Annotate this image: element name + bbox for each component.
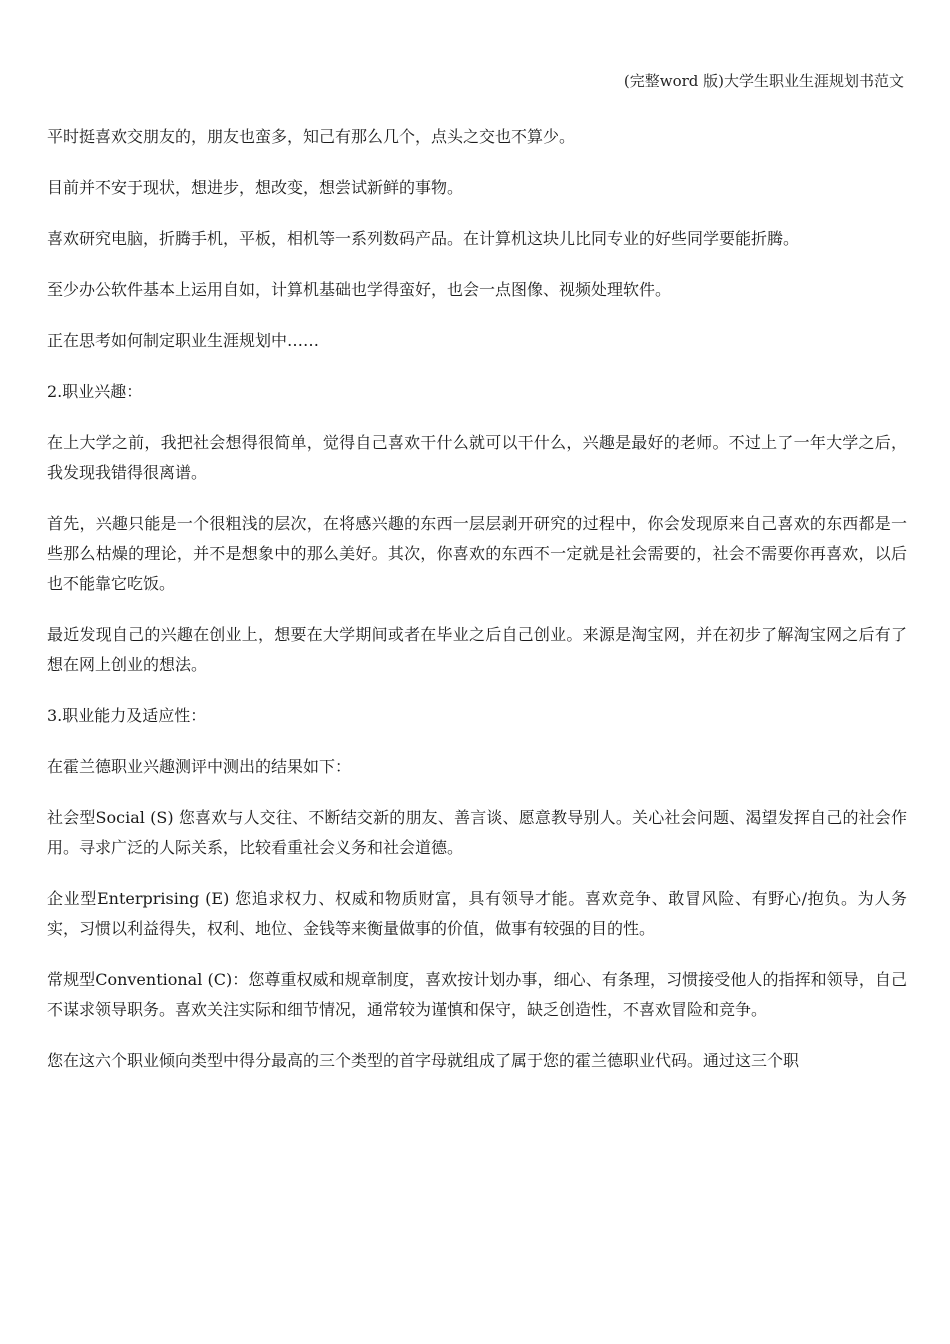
paragraph-ambition: 目前并不安于现状，想进步，想改变，想尝试新鲜的事物。 [47,178,464,197]
paragraph-entrepreneurship: 最近发现自己的兴趣在创业上，想要在大学期间或者在毕业之后自己创业。来源是淘宝网，并在初步了解淘宝网之后有了想在网上创业的想法。 [47,625,907,674]
paragraph-interest-levels: 首先，兴趣只能是一个很粗浅的层次，在将感兴趣的东西一层层剥开研究的过程中，你会发现原来自己喜欢的东西都是一些那么枯燥的理论，并不是想象中的那么美好。其次，你喜欢的东西不一定就是社会需要的，社会不需要你再喜欢，以后也不能靠它吃饭。 [47,514,907,593]
paragraph-digital-products: 喜欢研究电脑，折腾手机，平板，相机等一系列数码产品。在计算机这块儿比同专业的好些同学要能折腾。 [47,229,800,248]
paragraph-before-university: 在上大学之前，我把社会想得很简单，觉得自己喜欢干什么就可以干什么，兴趣是最好的老师。不过上了一年大学之后，我发现我错得很离谱。 [47,433,907,482]
section-heading-career-ability: 3.职业能力及适应性： [47,706,207,725]
paragraph-social-type: 社会型Social (S) 您喜欢与人交往、不断结交新的朋友、善言谈、愿意教导别人。关心社会问题、渴望发挥自己的社会作用。寻求广泛的人际关系，比较看重社会义务和社会道德。 [47,808,907,857]
paragraph-conventional-type: 常规型Conventional (C)：您尊重权威和规章制度，喜欢按计划办事，细心、有条理，习惯接受他人的指挥和领导，自己不谋求领导职务。喜欢关注实际和细节情况，通常较为谨慎和保守，缺乏创造性，不喜欢冒险和竞争。 [47,970,907,1019]
section-heading-career-interest: 2.职业兴趣： [47,382,143,401]
document-body [47,122,907,1097]
paragraph-thinking-plan: 正在思考如何制定职业生涯规划中…… [47,331,320,350]
document-header-title: (完整word 版)大学生职业生涯规划书范文 [623,72,904,90]
paragraph-software-skills: 至少办公软件基本上运用自如，计算机基础也学得蛮好，也会一点图像、视频处理软件。 [47,280,672,299]
paragraph-holland-result-intro: 在霍兰德职业兴趣测评中测出的结果如下： [47,757,352,776]
paragraph-friends: 平时挺喜欢交朋友的，朋友也蛮多，知己有那么几个，点头之交也不算少。 [47,127,576,146]
paragraph-holland-code: 您在这六个职业倾向类型中得分最高的三个类型的首字母就组成了属于您的霍兰德职业代码。通过这三个职 [47,1051,800,1070]
paragraph-enterprising-type: 企业型Enterprising (E) 您追求权力、权威和物质财富，具有领导才能。喜欢竞争、敢冒风险、有野心/抱负。为人务实，习惯以利益得失，权利、地位、金钱等来衡量做事的价值，做事有较强的目的性。 [47,889,907,938]
